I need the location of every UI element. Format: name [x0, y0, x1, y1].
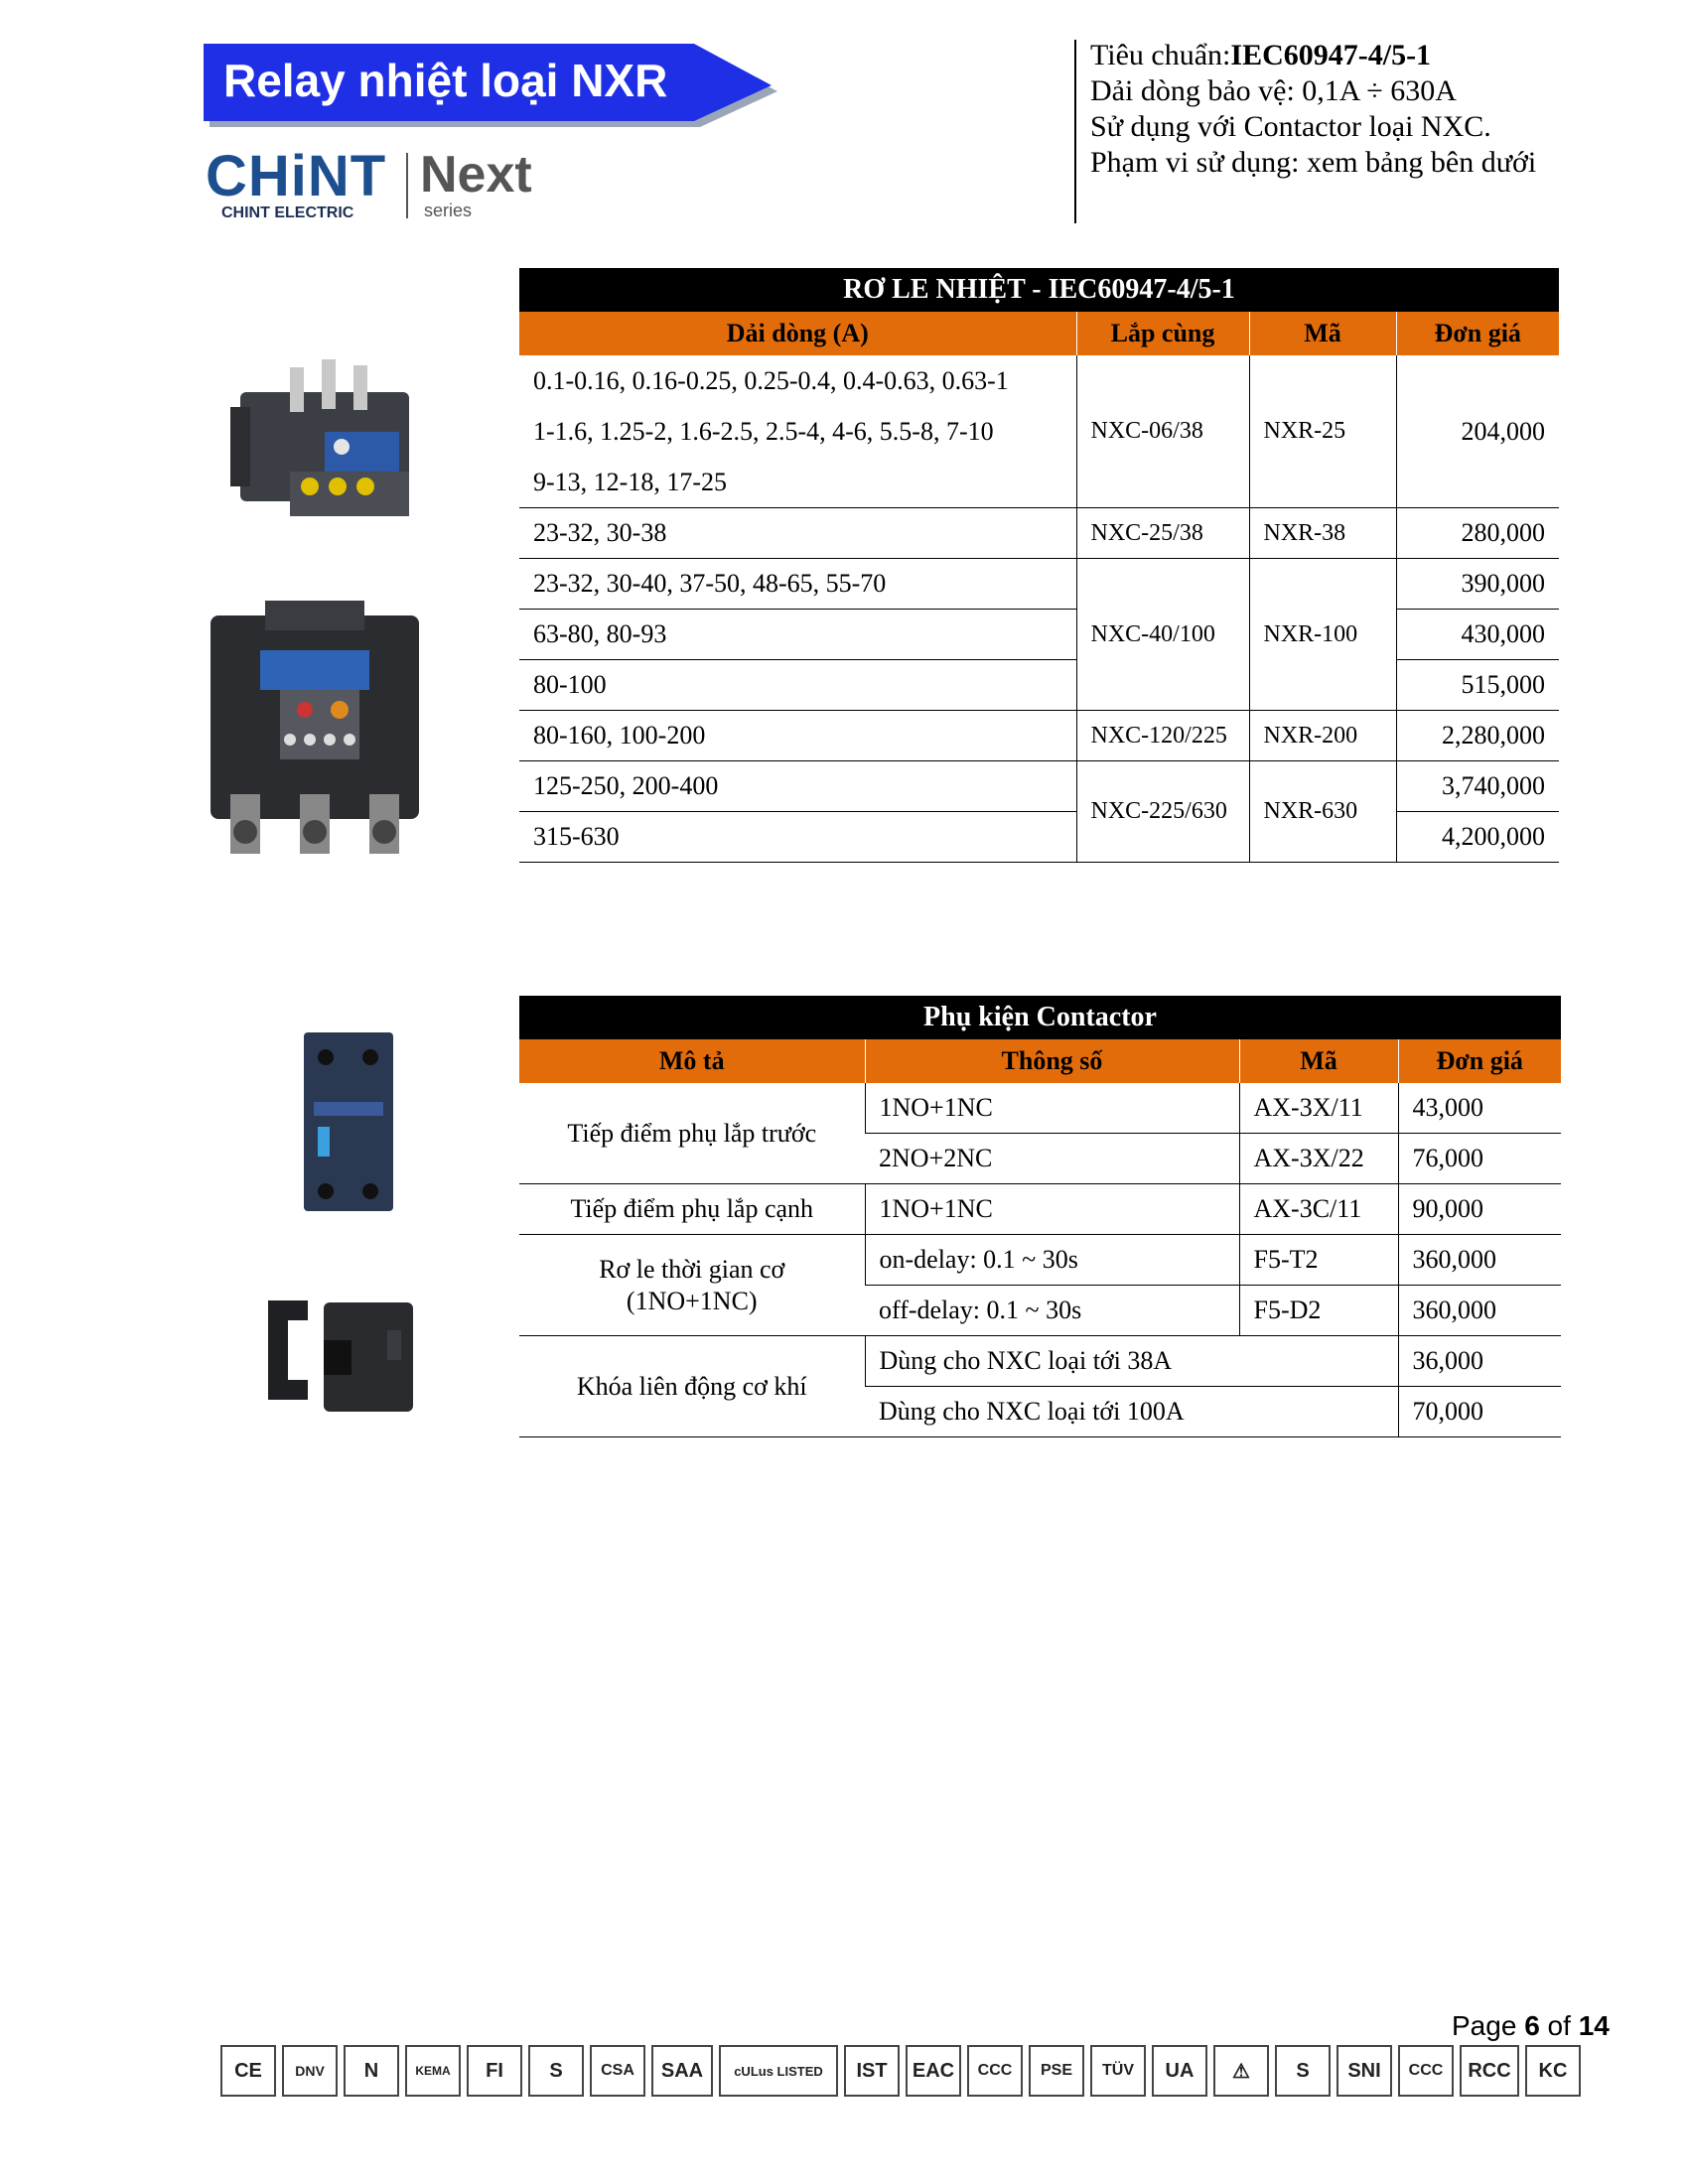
current-range-cell: 315-630 — [519, 812, 1076, 863]
brand-name: CHiNT — [206, 144, 387, 208]
cert-mark-icon: S — [528, 2045, 584, 2097]
spec-standard: Tiêu chuẩn:IEC60947-4/5-1 — [1090, 39, 1432, 71]
code-cell: NXR-200 — [1249, 711, 1396, 761]
header-divider — [1074, 40, 1076, 223]
spec-cell: off-delay: 0.1 ~ 30s — [865, 1286, 1239, 1336]
table-row — [519, 711, 1559, 761]
cert-mark-icon: CE — [220, 2045, 276, 2097]
spec-cell: 1NO+1NC — [865, 1083, 1239, 1134]
price-cell: 430,000 — [1396, 610, 1559, 660]
price-cell: 76,000 — [1398, 1134, 1561, 1184]
cert-mark-icon: S — [1275, 2045, 1331, 2097]
description-cell: Tiếp điểm phụ lắp cạnh — [519, 1184, 865, 1235]
cert-mark-icon: IST — [844, 2045, 900, 2097]
cert-mark-icon: KC — [1525, 2045, 1581, 2097]
cert-mark-icon: N — [344, 2045, 399, 2097]
code-cell: NXR-630 — [1249, 761, 1396, 863]
price-cell: 36,000 — [1398, 1336, 1561, 1387]
header-price: Đơn giá — [1398, 1039, 1561, 1083]
page-number: Page 6 of 14 — [1452, 2010, 1610, 2041]
table-row — [519, 1083, 1561, 1134]
accessory-table-title: Phụ kiện Contactor — [519, 996, 1561, 1039]
price-cell: 43,000 — [1398, 1083, 1561, 1134]
cert-mark-icon: SAA — [651, 2045, 713, 2097]
description-cell: Khóa liên động cơ khí — [519, 1336, 865, 1437]
table-row — [519, 660, 1559, 711]
chint-next-logo — [204, 144, 561, 223]
price-cell: 2,280,000 — [1396, 711, 1559, 761]
spec-cell: Dùng cho NXC loại tới 100A — [865, 1387, 1398, 1437]
table-row — [519, 812, 1559, 863]
code-cell: NXR-25 — [1249, 355, 1396, 508]
cert-mark-icon: UA — [1152, 2045, 1207, 2097]
header-price: Đơn giá — [1396, 312, 1559, 355]
price-cell: 515,000 — [1396, 660, 1559, 711]
nxr25-relay-image — [230, 347, 419, 521]
brand-subtitle: CHINT ELECTRIC — [221, 205, 354, 221]
current-range-cell: 80-160, 100-200 — [519, 711, 1076, 761]
table-row — [519, 355, 1559, 508]
contactor-cell: NXC-25/38 — [1076, 508, 1249, 559]
table-row — [519, 761, 1559, 812]
current-range-cell: 0.1-0.16, 0.16-0.25, 0.25-0.4, 0.4-0.63, 0.63-1 1-1.6, 1.25-2, 1.6-2.5, 2.5-4, 4-6, 5.5-8, 7-10 9-13, 12-18, 17-25 — [519, 355, 1076, 508]
price-cell: 70,000 — [1398, 1387, 1561, 1437]
auxiliary-contact-image — [304, 1032, 393, 1211]
spec-cell: 2NO+2NC — [865, 1134, 1239, 1184]
accessory-table — [519, 996, 1561, 1437]
header-code: Mã — [1239, 1039, 1398, 1083]
spec-cell: 1NO+1NC — [865, 1184, 1239, 1235]
cert-mark-icon: PSE — [1029, 2045, 1084, 2097]
relay-table-title: RƠ LE NHIỆT - IEC60947-4/5-1 — [519, 268, 1559, 312]
code-cell: F5-D2 — [1239, 1286, 1398, 1336]
header-code: Mã — [1249, 312, 1396, 355]
header-description: Mô tả — [519, 1039, 865, 1083]
contactor-cell: NXC-225/630 — [1076, 761, 1249, 863]
cert-mark-icon: cULus LISTED — [719, 2045, 838, 2097]
price-cell: 360,000 — [1398, 1286, 1561, 1336]
spec-cell: on-delay: 0.1 ~ 30s — [865, 1235, 1239, 1286]
cert-mark-icon: RCC — [1460, 2045, 1519, 2097]
spec-contactor: Sử dụng với Contactor loại NXC. — [1090, 110, 1491, 143]
code-cell: NXR-38 — [1249, 508, 1396, 559]
contactor-cell: NXC-06/38 — [1076, 355, 1249, 508]
cert-mark-icon: DNV — [282, 2045, 338, 2097]
contactor-cell: NXC-40/100 — [1076, 559, 1249, 711]
code-cell: F5-T2 — [1239, 1235, 1398, 1286]
description-cell: Tiếp điểm phụ lắp trước — [519, 1083, 865, 1184]
logo-divider — [406, 153, 408, 218]
certification-strip — [220, 2045, 1620, 2099]
banner-title: Relay nhiệt loại NXR — [223, 55, 668, 106]
price-cell: 204,000 — [1396, 355, 1559, 508]
spec-cell: Dùng cho NXC loại tới 38A — [865, 1336, 1398, 1387]
price-cell: 90,000 — [1398, 1184, 1561, 1235]
price-cell: 390,000 — [1396, 559, 1559, 610]
table-row — [519, 610, 1559, 660]
table-row — [519, 1235, 1561, 1286]
code-cell: AX-3X/22 — [1239, 1134, 1398, 1184]
cert-mark-icon: FI — [467, 2045, 522, 2097]
spec-current-range: Dải dòng bảo vệ: 0,1A ÷ 630A — [1090, 74, 1457, 107]
table-row — [519, 1336, 1561, 1387]
price-cell: 280,000 — [1396, 508, 1559, 559]
cert-mark-icon: TÜV — [1090, 2045, 1146, 2097]
current-range-cell: 63-80, 80-93 — [519, 610, 1076, 660]
contactor-cell: NXC-120/225 — [1076, 711, 1249, 761]
relay-table — [519, 268, 1559, 863]
price-cell: 3,740,000 — [1396, 761, 1559, 812]
price-cell: 360,000 — [1398, 1235, 1561, 1286]
spec-scope: Phạm vi sử dụng: xem bảng bên dưới — [1090, 146, 1537, 179]
current-range-cell: 125-250, 200-400 — [519, 761, 1076, 812]
current-range-cell: 23-32, 30-40, 37-50, 48-65, 55-70 — [519, 559, 1076, 610]
cert-mark-icon: ⚠ — [1213, 2045, 1269, 2097]
cert-mark-icon: EAC — [906, 2045, 961, 2097]
description-cell: Rơ le thời gian cơ (1NO+1NC) — [519, 1235, 865, 1336]
cert-mark-icon: CCC — [967, 2045, 1023, 2097]
table-row — [519, 508, 1559, 559]
series-label: series — [424, 201, 473, 220]
cert-mark-icon: SNI — [1336, 2045, 1392, 2097]
code-cell: AX-3X/11 — [1239, 1083, 1398, 1134]
header-mounted-with: Lắp cùng — [1076, 312, 1249, 355]
series-name: Next — [420, 146, 532, 204]
current-range-cell: 80-100 — [519, 660, 1076, 711]
code-cell: NXR-100 — [1249, 559, 1396, 711]
cert-mark-icon: CSA — [590, 2045, 645, 2097]
price-cell: 4,200,000 — [1396, 812, 1559, 863]
spec-block — [1090, 38, 1536, 181]
table-row — [519, 1184, 1561, 1235]
title-banner — [204, 44, 779, 127]
nxr100-relay-image — [211, 596, 419, 859]
header-spec: Thông số — [865, 1039, 1239, 1083]
mechanical-interlock-image — [260, 1291, 419, 1430]
current-range-cell: 23-32, 30-38 — [519, 508, 1076, 559]
cert-mark-icon: KEMA — [405, 2045, 461, 2097]
code-cell: AX-3C/11 — [1239, 1184, 1398, 1235]
cert-mark-icon: CCC — [1398, 2045, 1454, 2097]
header-current-range: Dải dòng (A) — [519, 312, 1076, 355]
table-row — [519, 559, 1559, 610]
